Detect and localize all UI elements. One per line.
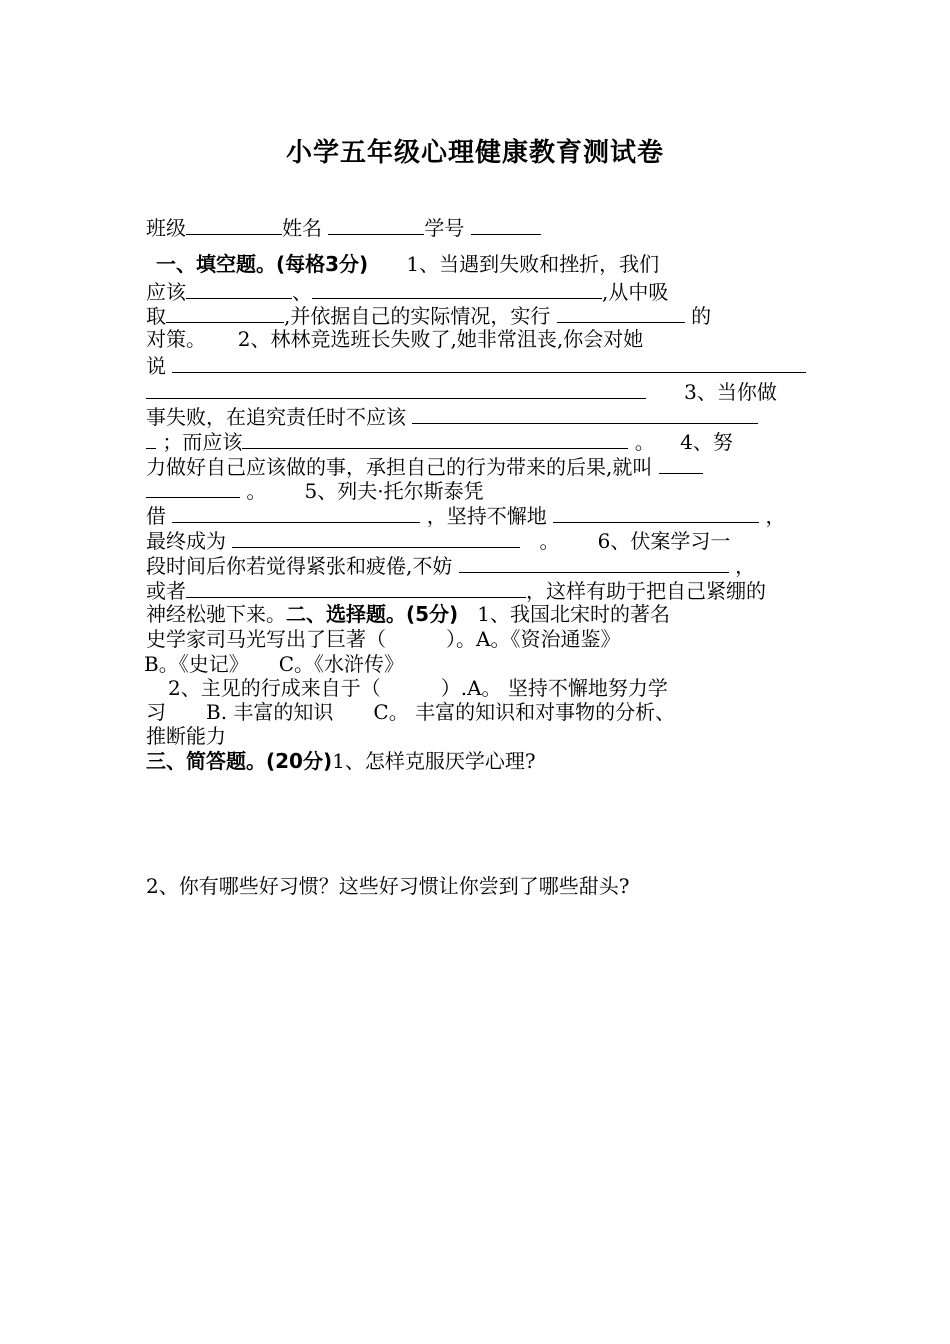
section1-line3 (146, 302, 711, 328)
question-text: 的 (691, 304, 712, 328)
name-blank[interactable] (328, 214, 424, 235)
answer-blank[interactable] (232, 527, 520, 548)
id-blank[interactable] (471, 214, 541, 235)
question-text: 事失败，在追究责任时不应该 (146, 405, 406, 429)
question-text: 1、当遇到失败和挫折，我们 (406, 252, 660, 276)
question-text: 5、列夫·托尔斯泰凭 (304, 479, 484, 503)
class-label: 班级 (146, 216, 186, 240)
section1-line4 (146, 327, 643, 351)
id-label: 学号 (424, 216, 465, 240)
question-text: ，坚持不懈地 (426, 504, 547, 528)
answer-blank[interactable] (412, 403, 758, 424)
question-text: 习 B. 丰富的知识 C。 丰富的知识和对事物的分析、 (146, 700, 676, 724)
section1-line12 (146, 527, 730, 553)
section2-line3 (144, 652, 404, 676)
question-text: 2、林林竞选班长失败了,她非常沮丧,你会对她 (237, 327, 644, 351)
question-text: 、 (292, 280, 312, 304)
question-text: 2、主见的行成来自于（ ）.A。 坚持不懈地努力学 (168, 676, 668, 700)
name-label: 姓名 (282, 216, 322, 240)
question-text: 或者 (146, 579, 186, 603)
question-text: 1、怎样克服厌学心理? (332, 749, 536, 773)
section1-line14 (146, 577, 766, 603)
section1-line5 (146, 352, 806, 378)
answer-blank[interactable] (186, 278, 292, 299)
question-text: 取 (146, 304, 166, 328)
section1-line10 (146, 477, 484, 503)
section1-line8 (146, 428, 733, 454)
section1-line2 (146, 278, 668, 304)
page-title: 小学五年级心理健康教育测试卷 (285, 138, 664, 168)
question-text: ；而应该 (162, 430, 243, 454)
question-text: 力做好自己应该做的事，承担自己的行为带来的后果,就叫 (146, 455, 653, 479)
answer-blank[interactable] (146, 428, 156, 449)
section3-line1 (146, 749, 536, 773)
section2-line2 (146, 627, 620, 651)
section1-line7 (146, 403, 758, 429)
question-text: ， (765, 504, 786, 528)
answer-blank[interactable] (172, 502, 420, 523)
question-text: 3、当你做 (684, 380, 777, 404)
question-text: 应该 (146, 280, 186, 304)
section1-line9 (146, 453, 703, 479)
question-text: ， (735, 554, 756, 578)
question-text: 。 (246, 479, 267, 503)
section2-line4 (168, 676, 668, 700)
class-blank[interactable] (186, 214, 282, 235)
section1-heading: 一、填空题。(每格3分) (156, 252, 369, 276)
question-text: 最终成为 (146, 529, 226, 553)
section2-heading: 二、选择题。(5分) (286, 602, 459, 626)
question-text: 4、努 (680, 430, 733, 454)
answer-blank[interactable] (146, 477, 240, 498)
answer-blank[interactable] (186, 577, 526, 598)
question-text: B。《史记》 C。《水浒传》 (144, 652, 404, 676)
section1-line13 (146, 552, 755, 578)
question-text: 神经松驰下来。 (146, 602, 286, 626)
section2-line6 (146, 724, 226, 748)
question-text: 史学家司马光写出了巨著（ ）。A。《资治通鉴》 (146, 627, 621, 651)
question-text: 推断能力 (146, 724, 226, 748)
answer-blank[interactable] (172, 352, 806, 373)
question-text: 。 (634, 430, 655, 454)
answer-blank[interactable] (553, 502, 759, 523)
answer-blank[interactable] (312, 278, 602, 299)
answer-blank[interactable] (659, 453, 703, 474)
question-text: ,从中吸 (602, 280, 669, 304)
question-text: 2、你有哪些好习惯？这些好习惯让你尝到了哪些甜头? (146, 874, 630, 898)
question-text: 6、伏案学习一 (597, 529, 731, 553)
question-text: 1、我国北宋时的著名 (477, 602, 671, 626)
question-text: 对策。 (146, 327, 206, 351)
question-text: ，这样有助于把自己紧绷的 (526, 579, 766, 603)
section2-line1 (146, 602, 670, 626)
section3-heading: 三、简答题。(20分) (146, 749, 333, 773)
section1-line6 (146, 378, 777, 404)
answer-blank[interactable] (242, 428, 628, 449)
header-info-line (146, 214, 541, 240)
section1-line1 (156, 252, 659, 276)
question-text: 段时间后你若觉得紧张和疲倦,不妨 (146, 554, 453, 578)
section1-line11 (146, 502, 785, 528)
answer-blank[interactable] (146, 378, 646, 399)
question-text: ,并依据自己的实际情况，实行 (284, 304, 551, 328)
answer-blank[interactable] (459, 552, 729, 573)
question-text: 说 (146, 354, 166, 378)
section2-line5 (146, 700, 675, 724)
answer-blank[interactable] (166, 302, 284, 323)
section3-line2 (146, 874, 629, 898)
question-text: 借 (146, 504, 166, 528)
question-text: 。 (539, 529, 560, 553)
answer-blank[interactable] (557, 302, 685, 323)
